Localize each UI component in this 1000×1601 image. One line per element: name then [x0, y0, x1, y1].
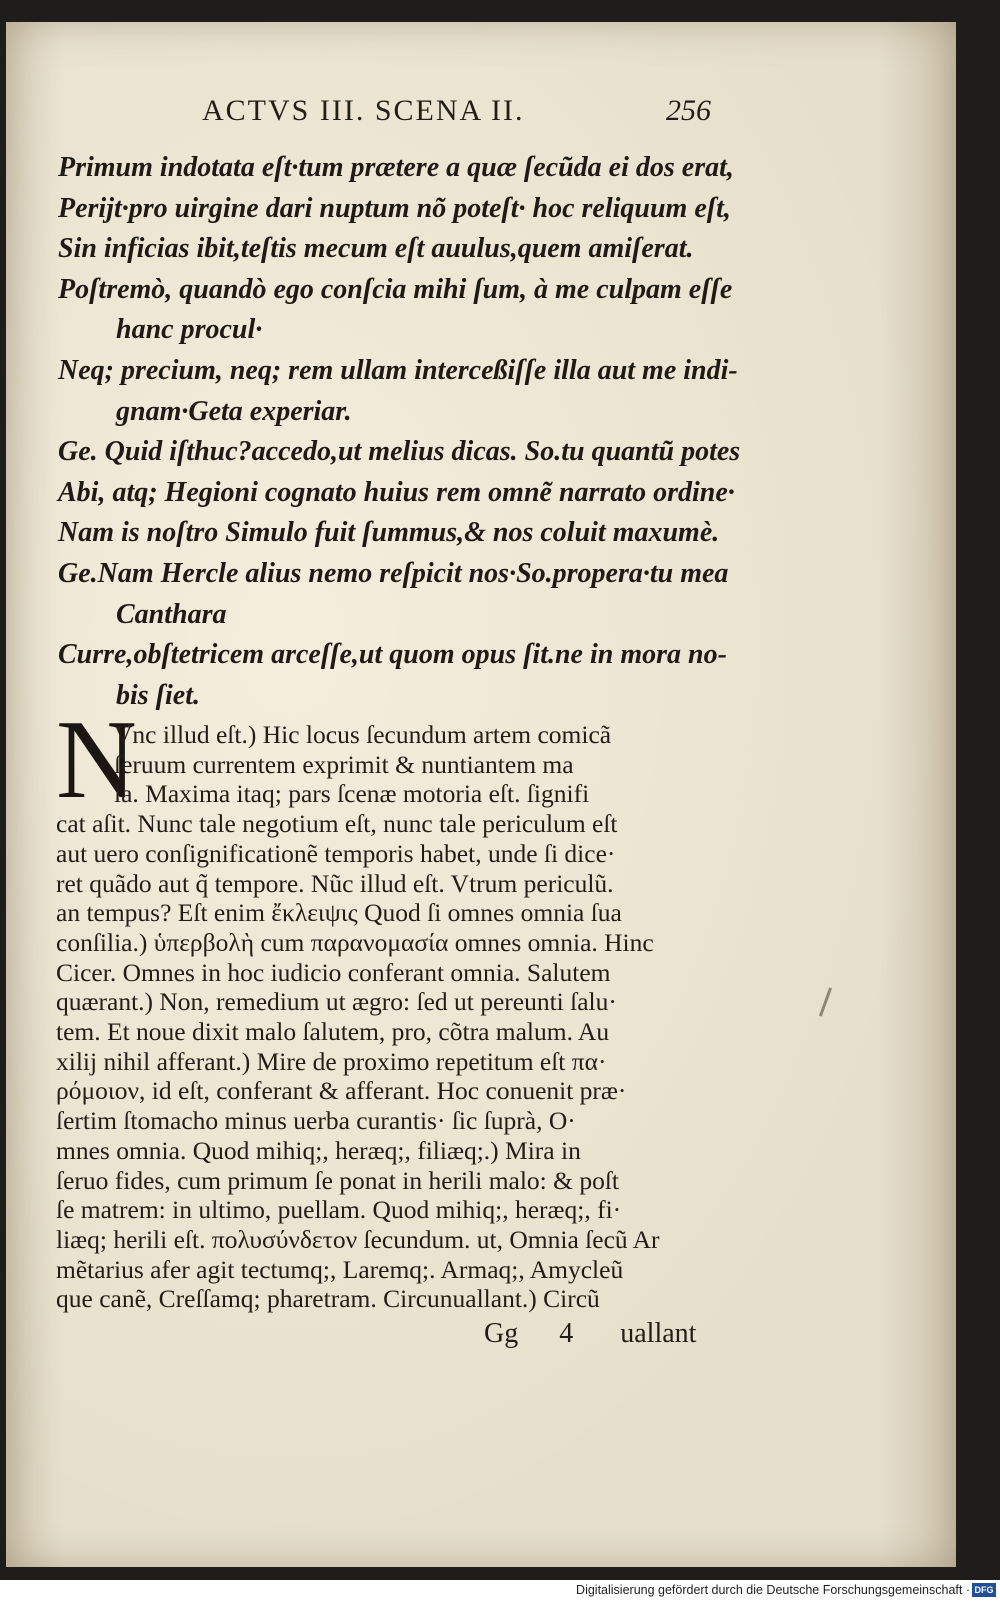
verse-line: Abi, atq; Hegioni cognato huius rem omnẽ narrato ordine· [58, 476, 735, 508]
commentary-line: ſertim ſtomacho minus uerba curantis· ſic ſuprà, O· [56, 1106, 576, 1136]
verse-line: Nam is noſtro Simulo fuit ſummus,& nos coluit maxumè. [58, 517, 720, 549]
verse-line: Ge. Quid iſthuc?accedo,ut melius dicas. So.tu quantũ potes [58, 436, 741, 468]
commentary-line: ρόμοιον, id eſt, conferant & afferant. Hoc conuenit præ· [56, 1076, 627, 1106]
verse-line: hanc procul· [116, 314, 263, 346]
verse-line: bis ſiet. [116, 679, 200, 711]
verse-line: Perijt·pro uirgine dari nuptum nõ poteſt· hoc reliquum eſt, [58, 192, 731, 224]
commentary-line: liæq; herili eſt. πολυσύνδετον ſecundum. ut, Omnia ſecũ Ar [56, 1224, 660, 1254]
signature-number: 4 [559, 1318, 574, 1349]
commentary-line: mnes omnia. Quod mihiq;, heræq;, filiæq;.) Mira in [56, 1135, 581, 1165]
verse-block [58, 148, 741, 716]
commentary-line: que canẽ, Creſſamq; pharetram. Circunuallant.) Circũ [56, 1284, 600, 1314]
verse-line: Sin inficias ibit,teſtis mecum eſt auulus,quem amiſerat. [58, 233, 694, 265]
commentary-line: quærant.) Non, remedium ut ægro: ſed ut pereunti ſalu· [56, 987, 617, 1017]
verse-line: gnam·Geta experiar. [116, 395, 352, 427]
commentary-block [56, 720, 736, 1314]
verse-line: Primum indotata eſt·tum prætere a quæ ſecũda ei dos erat, [58, 152, 734, 183]
running-title: ACTVS III. SCENA II. [202, 94, 525, 127]
commentary-line: xilij nihil afferant.) Mire de proximo repetitum eſt πα· [56, 1046, 607, 1076]
verse-line: Curre,obſtetricem arceſſe,ut quom opus ſit.ne in mora no- [58, 639, 727, 671]
commentary-line: an tempus? Eſt enim ἔκλειψις Quod ſi omnes omnia ſua [56, 898, 622, 928]
commentary-line: conſilia.) ὑπερβολὴ cum παρανομασία omnes omnia. Hinc [56, 927, 654, 957]
commentary-line: ſeruum currentem exprimit & nuntiantem ma [114, 749, 574, 779]
verse-line: Poſtremò, quandò ego conſcia mihi ſum, à me culpam eſſe [58, 273, 733, 305]
commentary-line: aut uero conſignificationẽ temporis habet, unde ſi dice· [56, 838, 616, 868]
running-header [6, 94, 956, 134]
commentary-line: Vnc illud eſt.) Hic locus ſecundum artem comicã [114, 720, 612, 749]
drop-capital: N [56, 698, 137, 822]
ink-mark [819, 987, 832, 1016]
book-page [6, 22, 956, 1567]
signature-mark: Gg [484, 1318, 519, 1349]
catchword: uallant [620, 1318, 697, 1349]
page-number: 256 [666, 94, 711, 127]
verse-line: Ge.Nam Hercle alius nemo reſpicit nos·So.propera·tu mea [58, 557, 729, 589]
commentary-line: cat aſit. Nunc tale negotium eſt, nunc tale periculum eſt [56, 809, 618, 839]
footer-bar [0, 1580, 1000, 1601]
commentary-line: la. Maxima itaq; pars ſcenæ motoria eſt. ſignifi [114, 779, 590, 809]
commentary-line: ret quãdo aut q̃ tempore. Nũc illud eſt. Vtrum periculũ. [56, 868, 614, 898]
commentary-line: Cicer. Omnes in hoc iudicio conferant omnia. Salutem [56, 957, 611, 987]
footer-credit: Digitalisierung gefördert durch die Deutsche Forschungsgemeinschaft · [576, 1583, 970, 1597]
commentary-line: tem. Et noue dixit malo ſalutem, pro, cõtra malum. Au [56, 1017, 610, 1047]
catchword-line [484, 1318, 696, 1350]
commentary-line: mẽtarius afer agit tectumq;, Laremq;. Armaq;, Amycleũ [56, 1254, 624, 1284]
verse-line: Canthara [116, 598, 227, 630]
verse-line: Neq; precium, neq; rem ullam interceßiſſe illa aut me indi- [58, 354, 738, 386]
commentary-line: ſeruo fides, cum primum ſe ponat in herili malo: & poſt [56, 1165, 620, 1195]
commentary-line: ſe matrem: in ultimo, puellam. Quod mihiq;, heræq;, fi· [56, 1195, 622, 1225]
dfg-logo-icon: DFG [972, 1583, 996, 1597]
